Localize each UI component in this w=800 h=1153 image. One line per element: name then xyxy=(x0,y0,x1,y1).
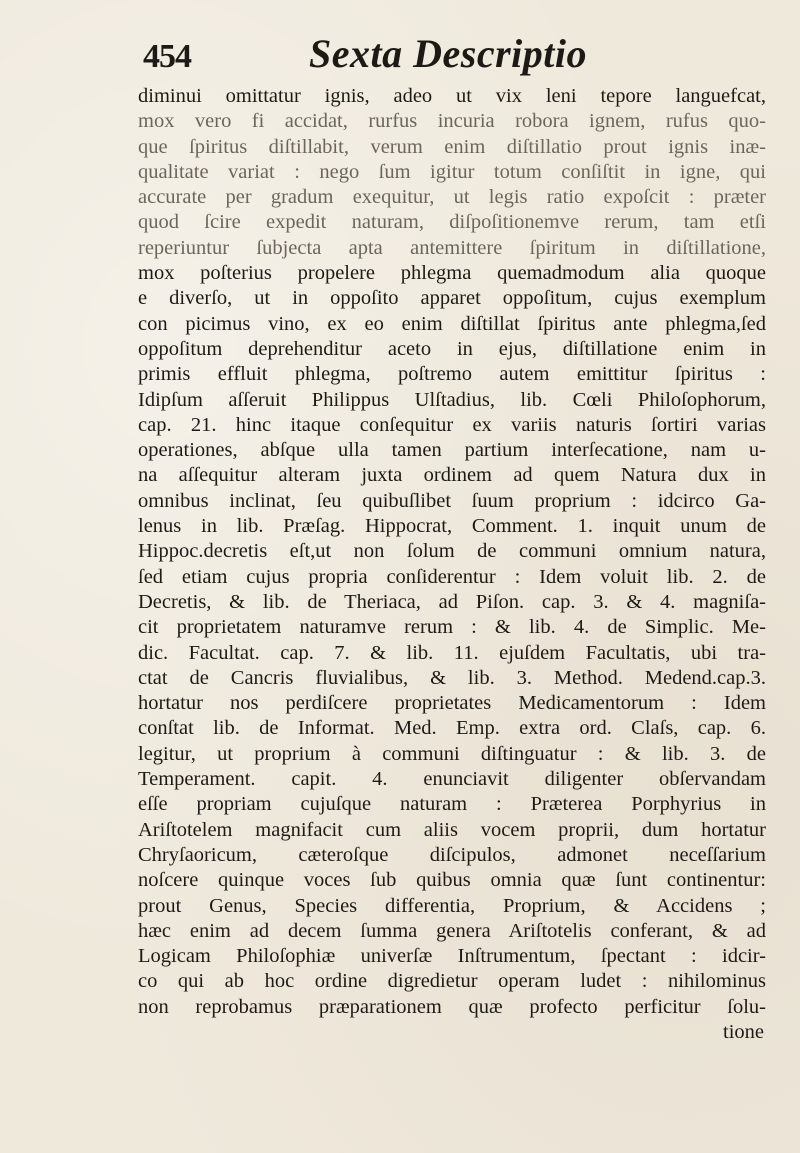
page-header xyxy=(143,22,763,82)
text-line: cap. 21. hinc itaque conſequitur ex variis naturis ſortiri varias xyxy=(138,413,766,436)
text-line: accurate per gradum exequitur, ut legis ratio expoſcit : præter xyxy=(138,186,766,209)
text-line: reperiuntur ſubjecta apta antemittere ſpiritum in diſtillatione, xyxy=(138,236,766,259)
text-line: ſed etiam cujus propria conſiderentur : Idem voluit lib. 2. de xyxy=(138,565,766,588)
text-line: Ariſtotelem magnifacit cum aliis vocem proprii, dum hortatur xyxy=(138,818,766,841)
text-line: Temperament. capit. 4. enunciavit diligenter obſervandam xyxy=(138,768,766,791)
text-line: na aſſequitur alteram juxta ordinem ad quem Natura dux in xyxy=(138,464,766,487)
page-number: 454 xyxy=(143,38,191,75)
text-line: mox vero fi accidat, rurfus incuria robora ignem, rufus quo- xyxy=(138,110,766,133)
text-line: mox poſterius propelere phlegma quemadmodum alia quoque xyxy=(138,262,766,285)
text-line: ctat de Cancris fluvialibus, & lib. 3. Method. Medend.cap.3. xyxy=(138,666,766,689)
text-line: non reprobamus præparationem quæ profecto perficitur ſolu- xyxy=(138,995,766,1018)
text-line: oppoſitum deprehenditur aceto in ejus, diſtillatione enim in xyxy=(138,337,766,360)
catchword: tione xyxy=(723,1020,764,1043)
text-line: noſcere quinque voces ſub quibus omnia quæ ſunt continentur: xyxy=(138,869,766,892)
text-line: Hippoc.decretis eſt,ut non ſolum de communi omnium natura, xyxy=(138,540,766,563)
text-line: primis effluit phlegma, poſtremo autem emittitur ſpiritus : xyxy=(138,363,766,386)
text-line: lenus in lib. Præſag. Hippocrat, Comment. 1. inquit unum de xyxy=(138,515,766,538)
text-line: hæc enim ad decem ſumma genera Ariſtotelis conferant, & ad xyxy=(138,919,766,942)
text-line: quod ſcire expedit naturam, diſpoſitionemve rerum, tam etſi xyxy=(138,211,766,234)
text-line: conſtat lib. de Informat. Med. Emp. extra ord. Claſs, cap. 6. xyxy=(138,717,766,740)
text-line: Idipſum aſſeruit Philippus Ulſtadius, lib. Cœli Philoſophorum, xyxy=(138,388,766,411)
text-line: Decretis, & lib. de Theriaca, ad Piſon. cap. 3. & 4. magniſa- xyxy=(138,590,766,613)
text-line: Logicam Philoſophiæ univerſæ Inſtrumentum, ſpectant : idcir- xyxy=(138,945,766,968)
text-line: qualitate variat : nego ſum igitur totum conſiſtit in igne, qui xyxy=(138,160,766,183)
running-head: Sexta Descriptio xyxy=(309,31,587,76)
text-line: e diverſo, ut in oppoſito apparet oppoſitum, cujus exemplum xyxy=(138,287,766,310)
text-line: dic. Facultat. cap. 7. & lib. 11. ejuſdem Facultatis, ubi tra- xyxy=(138,641,766,664)
text-line: hortatur nos perdiſcere proprietates Medicamentorum : Idem xyxy=(138,692,766,715)
text-line: operationes, abſque ulla tamen partium interſecatione, nam u- xyxy=(138,439,766,462)
text-line: que ſpiritus diſtillabit, verum enim diſtillatio prout ignis inæ- xyxy=(138,135,766,158)
text-line: prout Genus, Species differentia, Proprium, & Accidens ; xyxy=(138,894,766,917)
text-line: Chryſaoricum, cæteroſque diſcipulos, admonet neceſſarium xyxy=(138,843,766,866)
text-line: diminui omittatur ignis, adeo ut vix leni tepore languefcat, xyxy=(138,85,766,107)
text-line: omnibus inclinat, ſeu quibuſlibet ſuum proprium : idcirco Ga- xyxy=(138,489,766,512)
text-line: co qui ab hoc ordine digredietur operam ludet : nihilominus xyxy=(138,970,766,993)
text-line: cit proprietatem naturamve rerum : & lib. 4. de Simplic. Me- xyxy=(138,616,766,639)
text-line: eſſe propriam cujuſque naturam : Præterea Porphyrius in xyxy=(138,793,766,816)
text-line: legitur, ut proprium à communi diſtinguatur : & lib. 3. de xyxy=(138,742,766,765)
body-text xyxy=(138,84,766,1045)
text-line: con picimus vino, ex eo enim diſtillat ſpiritus ante phlegma,ſed xyxy=(138,312,766,335)
